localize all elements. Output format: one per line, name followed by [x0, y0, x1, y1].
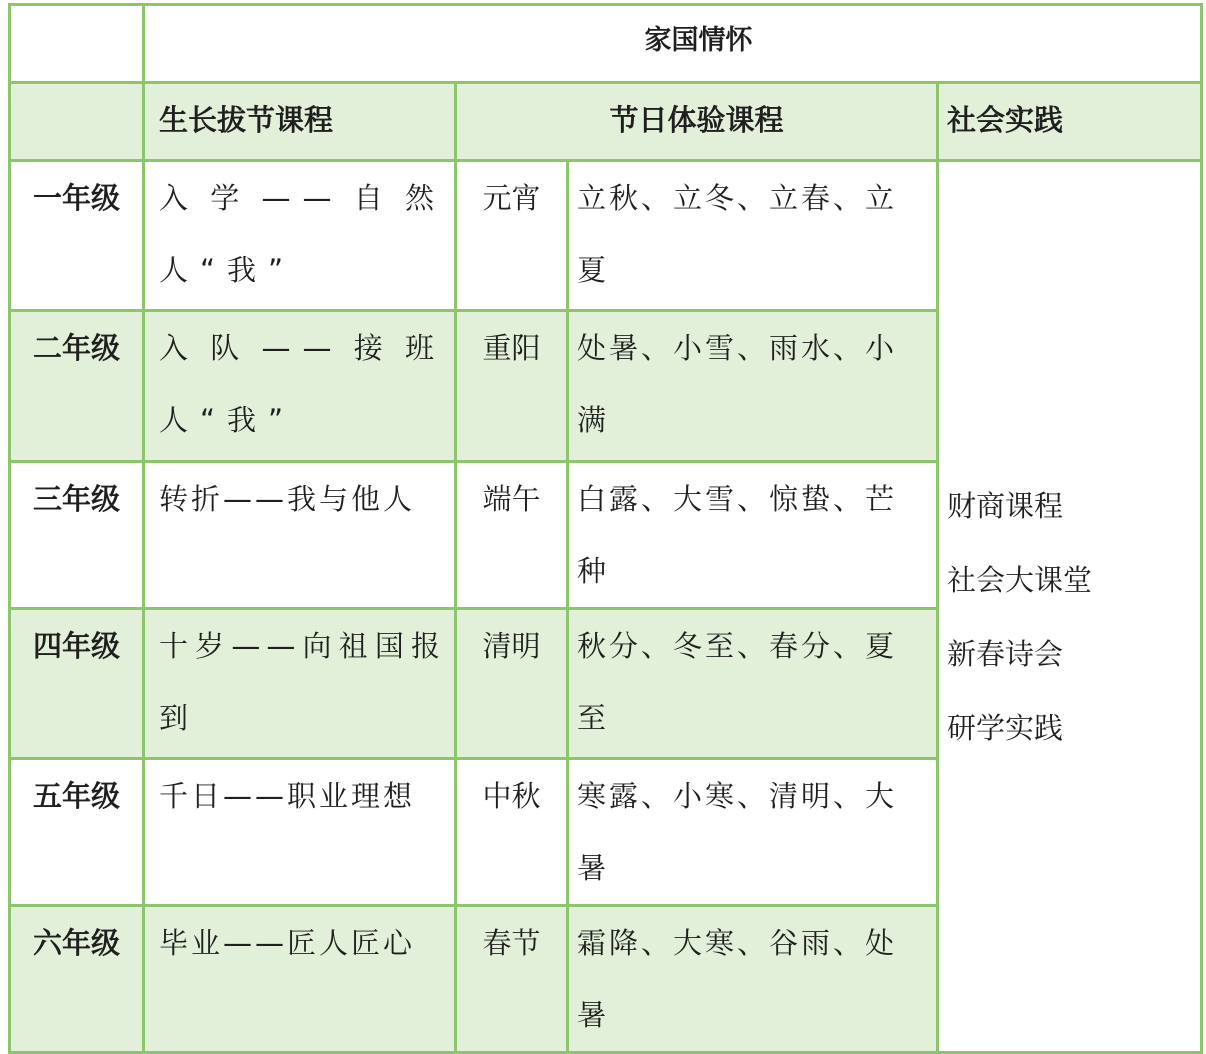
curriculum-table [8, 3, 1203, 1054]
festival-cell: 端午 [456, 462, 568, 609]
growth-cell: 千日——职业理想 [144, 759, 456, 906]
terms-cell: 立秋、立冬、立春、立夏 [568, 161, 938, 311]
header-corner-cell [10, 83, 144, 161]
growth-cell: 入学——自然人“我” [144, 161, 456, 311]
festival-cell: 重阳 [456, 311, 568, 462]
header-row [10, 83, 1202, 161]
header-social: 社会实践 [938, 83, 1202, 161]
terms-cell: 秋分、冬至、春分、夏至 [568, 609, 938, 759]
festival-cell: 春节 [456, 906, 568, 1053]
grade-cell: 六年级 [10, 906, 144, 1053]
growth-cell: 十岁——向祖国报到 [144, 609, 456, 759]
terms-cell: 白露、大雪、惊蛰、芒种 [568, 462, 938, 609]
header-growth: 生长拔节课程 [144, 83, 456, 161]
grade-cell: 四年级 [10, 609, 144, 759]
social-practice-cell [938, 161, 1202, 1053]
social-item: 社会大课堂 [947, 562, 1093, 597]
table-title: 家国情怀 [144, 5, 1202, 83]
growth-cell: 转折——我与他人 [144, 462, 456, 609]
grade-cell: 二年级 [10, 311, 144, 462]
festival-cell: 清明 [456, 609, 568, 759]
header-festival: 节日体验课程 [456, 83, 938, 161]
social-item: 研学实践 [947, 710, 1064, 745]
social-item: 新春诗会 [947, 636, 1064, 671]
terms-cell: 处暑、小雪、雨水、小满 [568, 311, 938, 462]
growth-cell: 入队——接班人“我” [144, 311, 456, 462]
title-row [10, 5, 1202, 83]
terms-cell: 寒露、小寒、清明、大暑 [568, 759, 938, 906]
table-row [10, 161, 1202, 311]
growth-cell: 毕业——匠人匠心 [144, 906, 456, 1053]
festival-cell: 中秋 [456, 759, 568, 906]
social-item: 财商课程 [947, 488, 1064, 523]
grade-cell: 三年级 [10, 462, 144, 609]
corner-cell [10, 5, 144, 83]
grade-cell: 五年级 [10, 759, 144, 906]
festival-cell: 元宵 [456, 161, 568, 311]
terms-cell: 霜降、大寒、谷雨、处暑 [568, 906, 938, 1053]
grade-cell: 一年级 [10, 161, 144, 311]
